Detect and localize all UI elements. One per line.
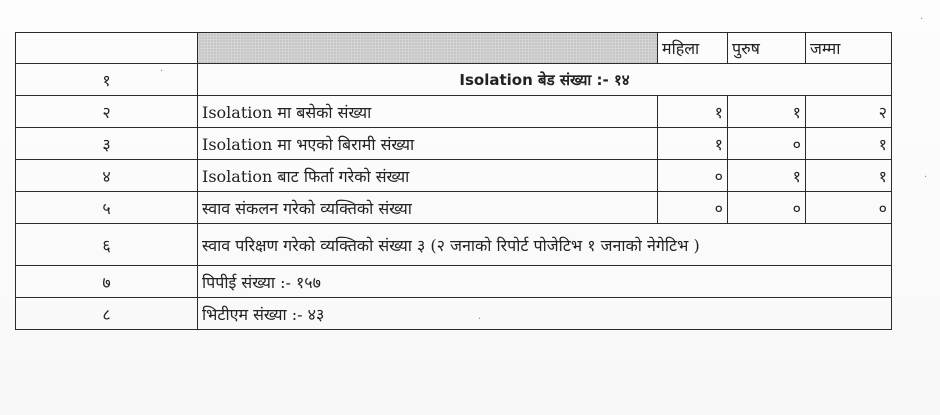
row-label: Isolation बाट फिर्ता गरेको संख्या <box>198 160 658 192</box>
header-blank-cell <box>16 33 198 64</box>
serial-number: २ <box>16 96 198 128</box>
table-row <box>16 192 892 224</box>
male-value: ० <box>728 128 806 160</box>
male-value: ० <box>728 192 806 224</box>
swab-test-summary: स्वाव परिक्षण गरेको व्यक्तिको संख्या ३ (२ जनाको रिपोर्ट पोजेटिभ १ जनाको नेगेटिभ ) <box>198 224 892 266</box>
serial-number: १ <box>16 64 198 96</box>
header-total: जम्मा <box>806 33 892 64</box>
ppe-count: पिपीई संख्या :- १५७ <box>198 266 892 298</box>
female-value: ० <box>658 160 728 192</box>
table-row <box>16 266 892 298</box>
male-value: १ <box>728 96 806 128</box>
row-label: स्वाव संकलन गरेको व्यक्तिको संख्या <box>198 192 658 224</box>
male-value: १ <box>728 160 806 192</box>
row-label: Isolation मा भएको बिरामी संख्या <box>198 128 658 160</box>
serial-number: ४ <box>16 160 198 192</box>
total-value: १ <box>806 128 892 160</box>
scan-speck: · <box>478 314 482 325</box>
table-row <box>16 128 892 160</box>
serial-number: ५ <box>16 192 198 224</box>
header-shaded-cell <box>198 33 658 64</box>
female-value: ० <box>658 192 728 224</box>
female-value: १ <box>658 96 728 128</box>
total-value: १ <box>806 160 892 192</box>
serial-number: ६ <box>16 224 198 266</box>
table-row <box>16 298 892 330</box>
total-value: २ <box>806 96 892 128</box>
serial-number: ३ <box>16 128 198 160</box>
table-row <box>16 64 892 96</box>
scan-speck: · <box>920 14 924 25</box>
female-value: १ <box>658 128 728 160</box>
header-female: महिला <box>658 33 728 64</box>
table-row <box>16 160 892 192</box>
row-label: Isolation मा बसेको संख्या <box>198 96 658 128</box>
table-row <box>16 96 892 128</box>
total-value: ० <box>806 192 892 224</box>
serial-number: ७ <box>16 266 198 298</box>
table-row <box>16 224 892 266</box>
header-male: पुरुष <box>728 33 806 64</box>
table-header-row <box>16 33 892 64</box>
scan-speck: · <box>160 66 164 77</box>
scan-speck: · <box>924 172 928 183</box>
vtm-count: भिटीएम संख्या :- ४३ <box>198 298 892 330</box>
isolation-report-table <box>15 32 892 330</box>
serial-number: ८ <box>16 298 198 330</box>
isolation-bed-count: Isolation बेड संख्या :- १४ <box>198 64 892 96</box>
